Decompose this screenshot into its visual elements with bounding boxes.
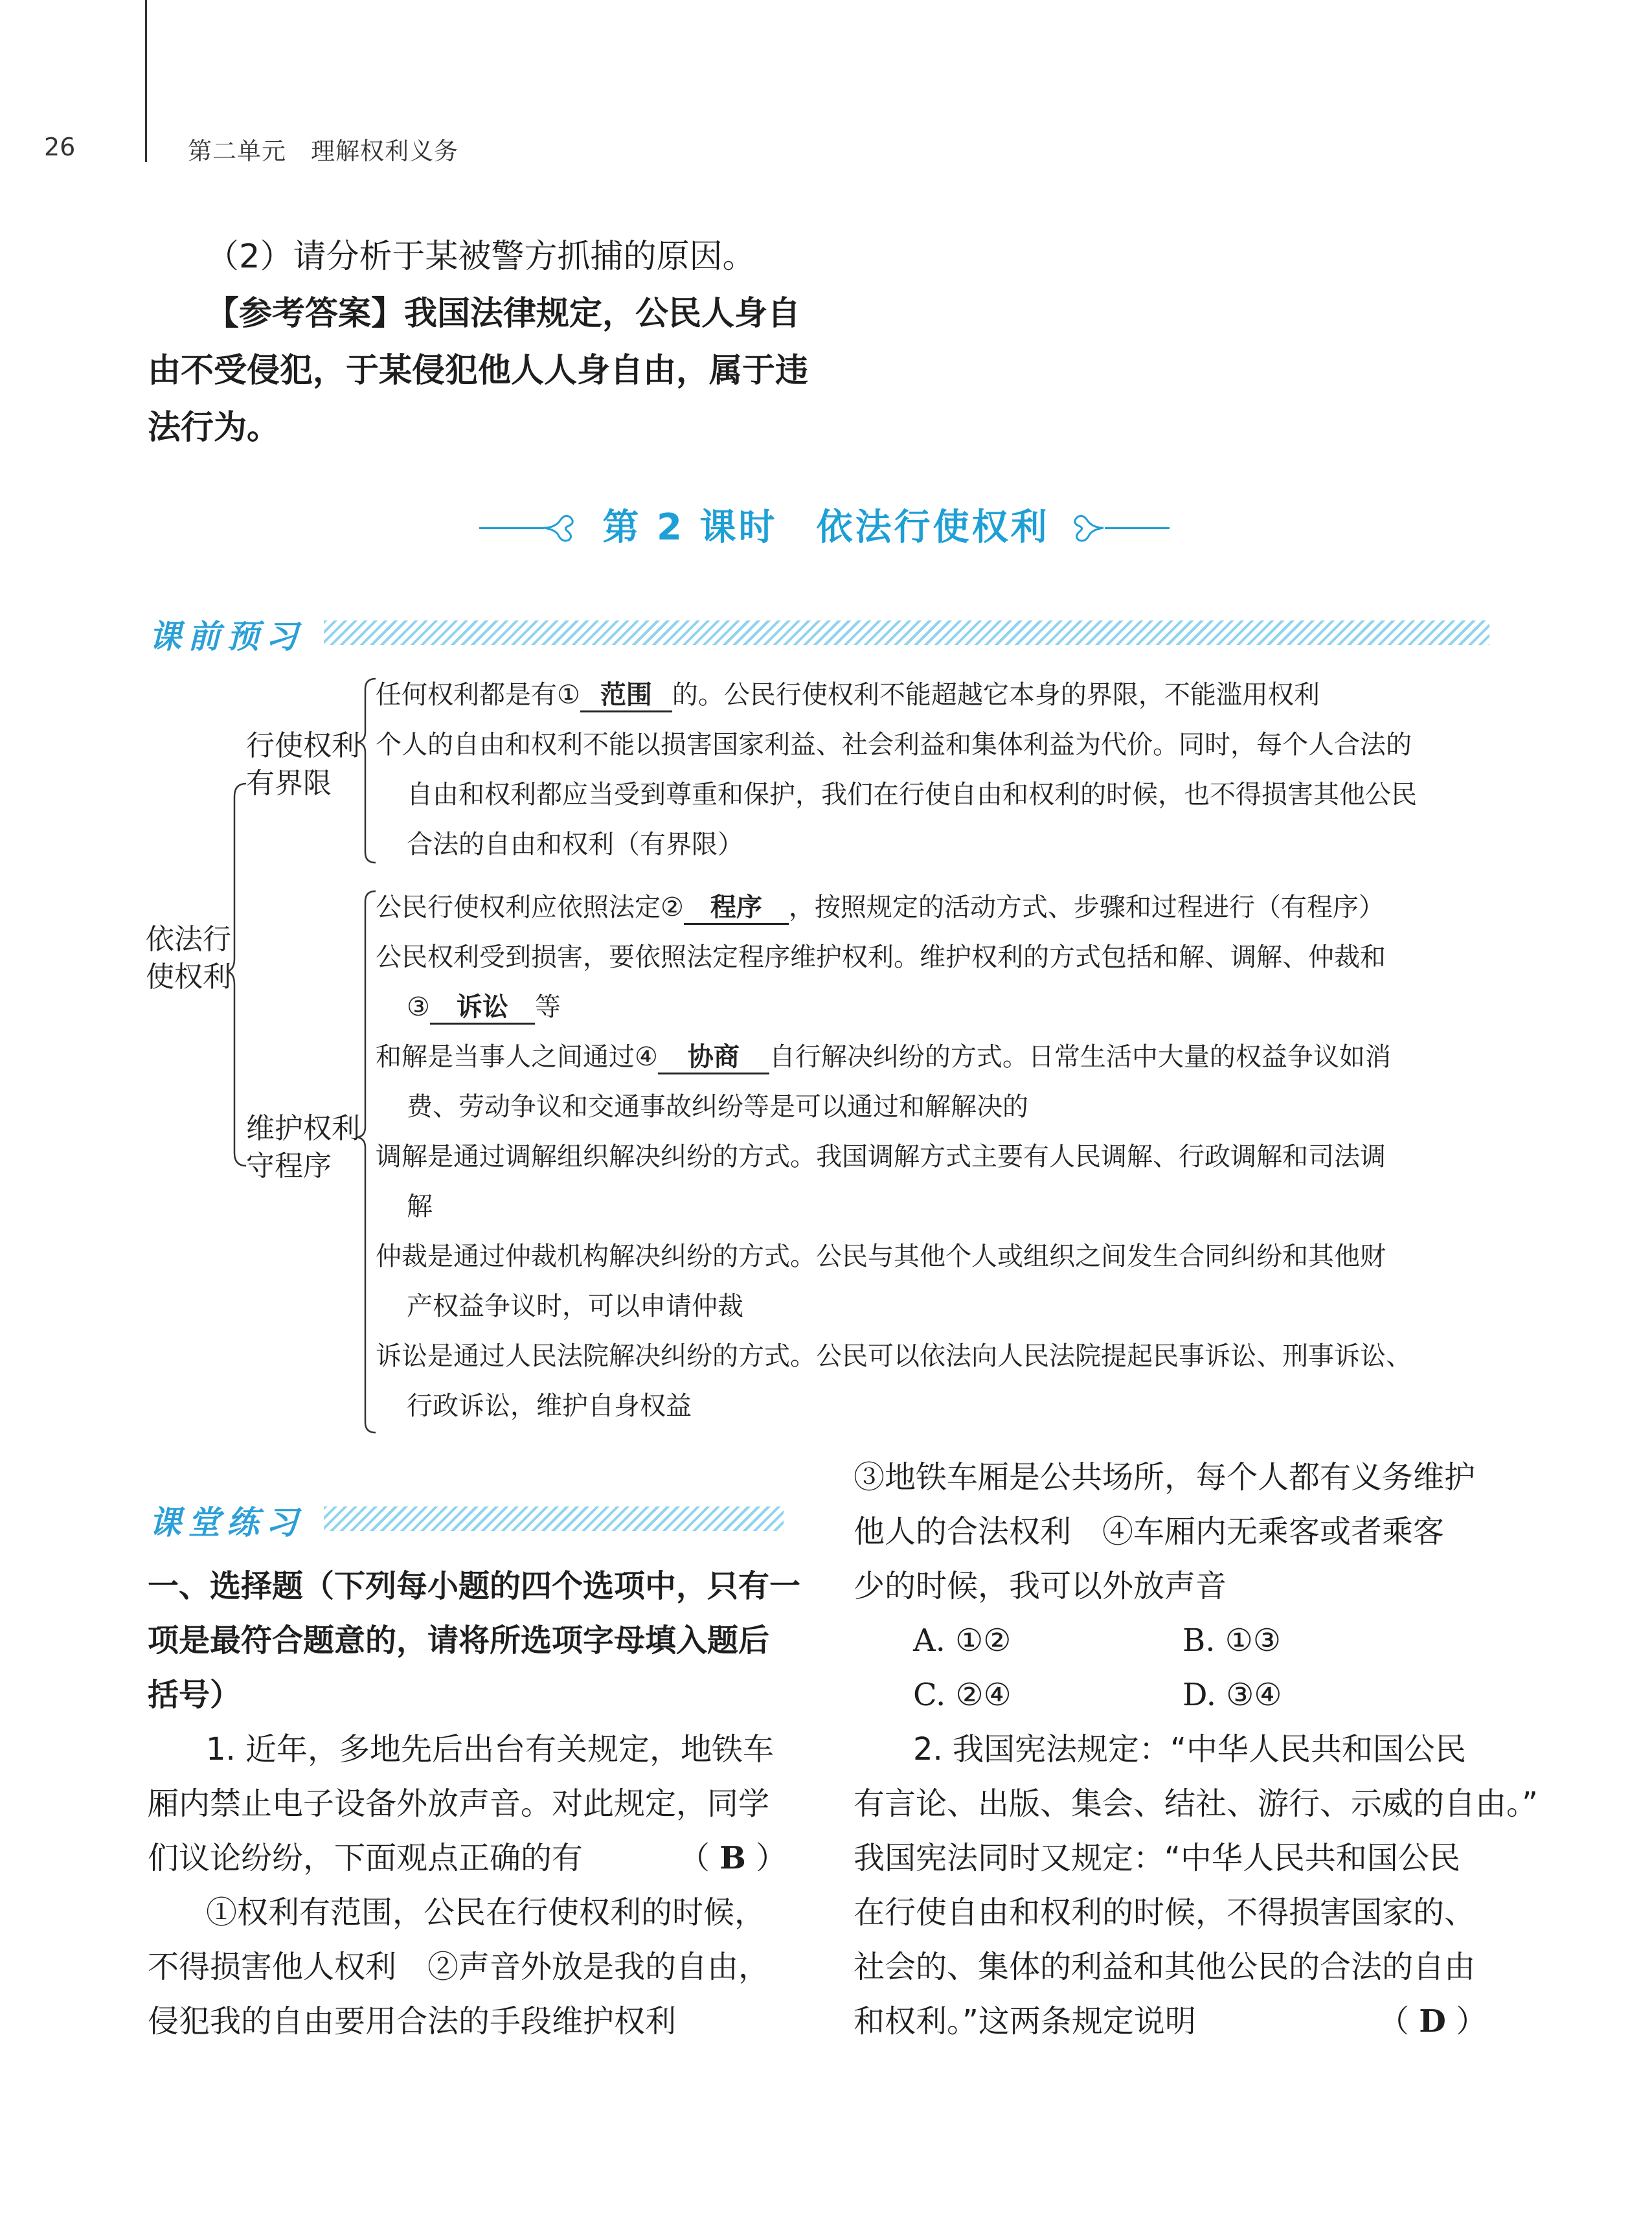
question-1-answer: B xyxy=(719,1840,746,1876)
mcq-instructions: 括号） xyxy=(148,1677,242,1713)
question-1-text: 厢内禁止电子设备外放声音。对此规定，同学 xyxy=(148,1786,770,1822)
section-divider-practice xyxy=(324,1506,784,1531)
tree-leaf-line: 个人的自由和权利不能以损害国家利益、社会利益和集体利益为代价。同时，每个人合法的 xyxy=(376,730,1412,760)
question-2-text: 有言论、出版、集会、结社、游行、示威的自由。” xyxy=(854,1786,1538,1822)
mcq-instructions: 项是最符合题意的，请将所选项字母填入题后 xyxy=(148,1622,770,1659)
tree-leaf-line: 产权益争议时，可以申请仲裁 xyxy=(407,1291,743,1321)
section-title-practice: 课堂练习 xyxy=(149,1504,304,1541)
question-1-text: 们议论纷纷，下面观点正确的有 xyxy=(148,1840,583,1876)
question-2-answer: D xyxy=(1419,2003,1446,2039)
tree-leaf-line: 公民行使权利应依照法定② 程序 ，按照规定的活动方式、步骤和过程进行（有程序） xyxy=(376,892,1385,925)
lesson-title: 第 2 课时 依法行使权利 xyxy=(602,506,1050,549)
mcq-instructions: 一、选择题（下列每小题的四个选项中，只有一 xyxy=(148,1568,801,1604)
tree-leaf-line: 费、劳动争议和交通事故纠纷等是可以通过和解解决的 xyxy=(407,1092,1028,1122)
question-1-option-b: B. ①③ xyxy=(1182,1622,1281,1659)
question-1-statement: ③地铁车厢是公共场所，每个人都有义务维护 xyxy=(854,1459,1476,1495)
tree-leaf-line: 仲裁是通过仲裁机构解决纠纷的方式。公民与其他个人或组织之间发生合同纠纷和其他财 xyxy=(376,1242,1386,1271)
tree-branch-label-boundary: 行使权利 有界限 xyxy=(246,729,360,800)
tree-leaf-line: 公民权利受到损害，要依照法定程序维护权利。维护权利的方式包括和解、调解、仲裁和 xyxy=(376,942,1386,972)
title-ornament-right-line xyxy=(1105,527,1170,529)
blank-answer-1: 范围 xyxy=(580,679,672,712)
tree-braces xyxy=(220,674,389,1444)
tree-leaf-line: 和解是当事人之间通过④ 协商 自行解决纠纷的方式。日常生活中大量的权益争议如消 xyxy=(376,1041,1391,1074)
blank-answer-4: 协商 xyxy=(658,1041,769,1074)
question-2-text: 2. 我国宪法规定：“中华人民共和国公民 xyxy=(913,1731,1466,1767)
question-1-text: 1. 近年，多地先后出台有关规定，地铁车 xyxy=(206,1731,775,1767)
section-title-preview: 课前预习 xyxy=(149,618,304,655)
question-2-text: 在行使自由和权利的时候，不得损害国家的、 xyxy=(854,1894,1476,1931)
tree-leaf-line: ③ 诉讼 等 xyxy=(407,992,561,1025)
blank-answer-2: 程序 xyxy=(684,892,789,925)
blank-answer-3: 诉讼 xyxy=(430,992,535,1025)
tree-leaf-line: 自由和权利都应当受到尊重和保护，我们在行使自由和权利的时候，也不得损害其他公民 xyxy=(407,780,1417,810)
prev-question-text: （2）请分析于某被警方抓捕的原因。 xyxy=(206,238,756,276)
page-number: 26 xyxy=(44,133,76,161)
question-2-text: 我国宪法同时又规定：“中华人民共和国公民 xyxy=(854,1840,1460,1876)
prev-answer-line: 由不受侵犯，于某侵犯他人人身自由，属于违 xyxy=(148,352,809,390)
tree-leaf-line: 任何权利都是有① 范围 的。公民行使权利不能超越它本身的界限，不能滥用权利 xyxy=(376,679,1320,712)
tree-leaf-line: 合法的自由和权利（有界限） xyxy=(407,830,743,859)
question-1-option-a: A. ①② xyxy=(913,1622,1012,1659)
tree-leaf-line: 解 xyxy=(407,1192,433,1221)
header-rule xyxy=(145,0,147,162)
unit-title: 第二单元 理解权利义务 xyxy=(188,137,458,165)
question-1-option-d: D. ③④ xyxy=(1182,1677,1282,1713)
question-2-text: 和权利。”这两条规定说明 xyxy=(854,2003,1196,2039)
question-2-text: 社会的、集体的利益和其他公民的合法的自由 xyxy=(854,1949,1476,1985)
question-1-option-c: C. ②④ xyxy=(913,1677,1012,1713)
section-divider-preview xyxy=(324,620,1489,645)
question-1-statement: ①权利有范围，公民在行使权利的时候， xyxy=(206,1894,766,1931)
question-1-statement: 他人的合法权利 ④车厢内无乘客或者乘客 xyxy=(854,1514,1445,1550)
tree-branch-label-procedure: 维护权利 守程序 xyxy=(246,1112,360,1183)
question-1-statement: 侵犯我的自由要用合法的手段维护权利 xyxy=(148,2003,677,2039)
tree-leaf-line: 调解是通过调解组织解决纠纷的方式。我国调解方式主要有人民调解、行政调解和司法调 xyxy=(376,1142,1386,1172)
question-1-statement: 不得损害他人权利 ②声音外放是我的自由， xyxy=(148,1949,770,1985)
prev-answer-line: 【参考答案】我国法律规定，公民人身自 xyxy=(206,295,801,333)
ornament-right-icon xyxy=(1066,512,1105,544)
question-1-answer-bracket: （ B ） xyxy=(679,1840,787,1876)
tree-root-label: 依法行 使权利 xyxy=(146,923,231,994)
prev-answer-line: 法行为。 xyxy=(148,409,280,447)
tree-leaf-line: 行政诉讼，维护自身权益 xyxy=(407,1391,692,1421)
tree-leaf-line: 诉讼是通过人民法院解决纠纷的方式。公民可以依法向人民法院提起民事诉讼、刑事诉讼、 xyxy=(376,1341,1412,1371)
question-2-answer-bracket: （ D ） xyxy=(1378,2003,1488,2039)
question-1-statement: 少的时候，我可以外放声音 xyxy=(854,1568,1227,1604)
